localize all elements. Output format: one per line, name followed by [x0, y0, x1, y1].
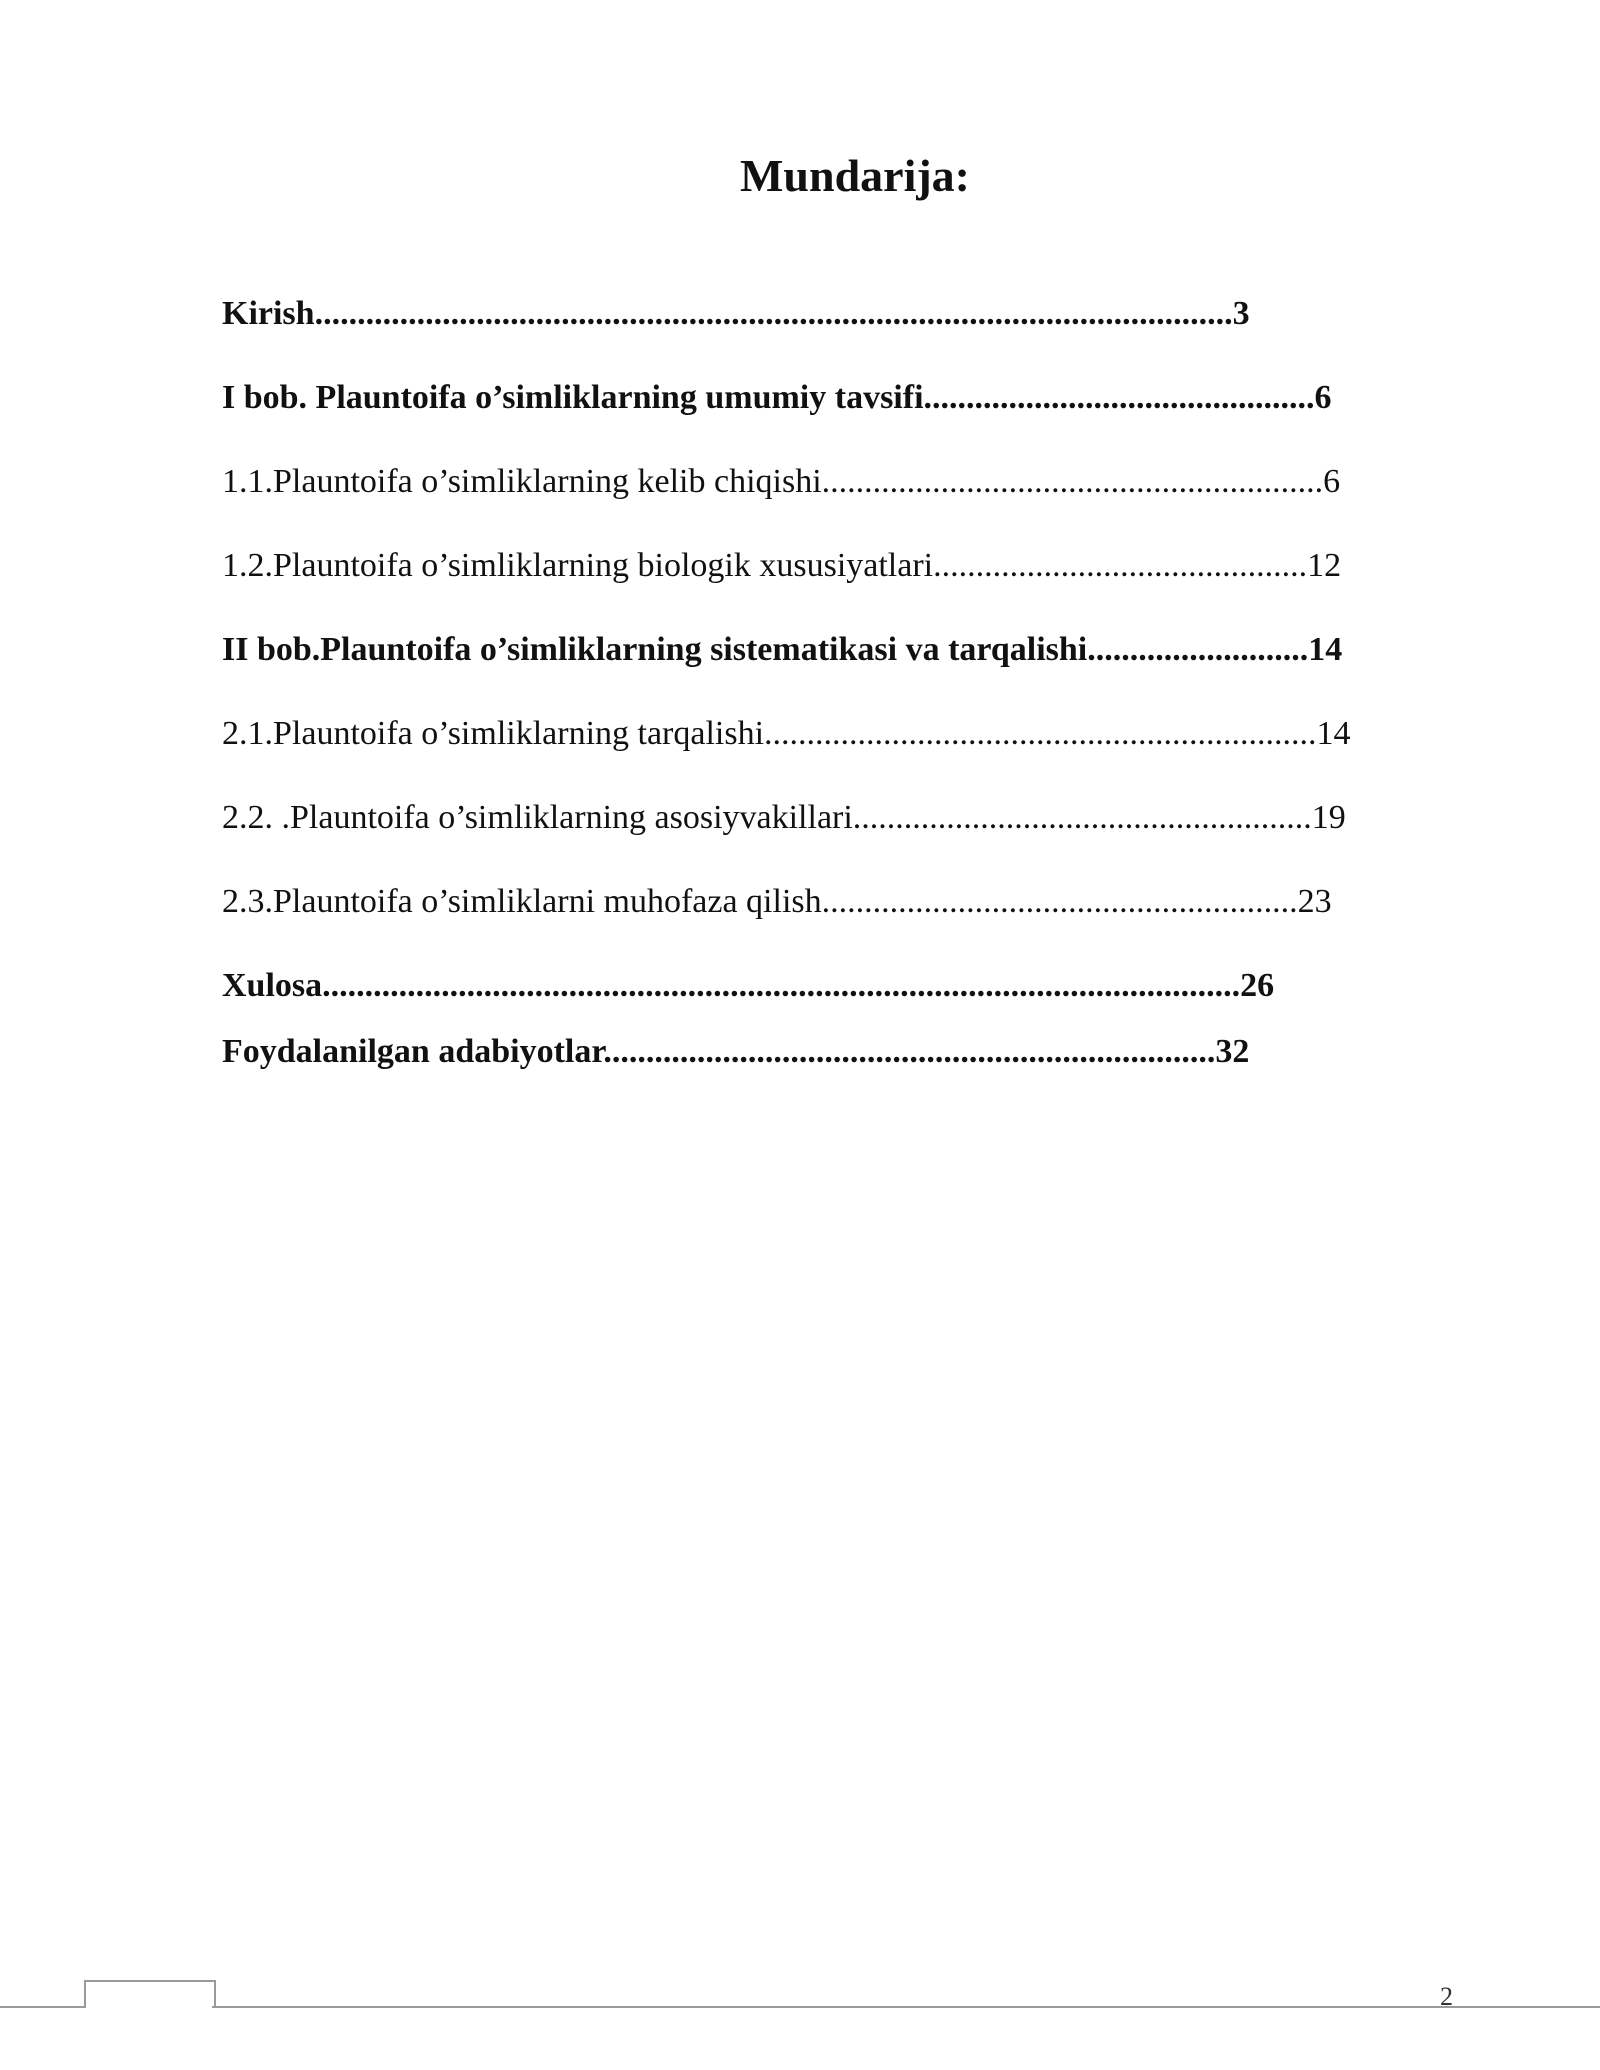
toc-entry-section-2-1: 2.1.Plauntoifa o’simliklarning tarqalishi.................................................................14: [222, 715, 1351, 752]
page-number: 2: [1440, 1982, 1453, 2011]
footer-rule-right: [212, 2006, 1600, 2008]
toc-entry-xulosa: Xulosa............................................................................................................26: [222, 967, 1275, 1004]
toc-entry-chapter-1: I bob. Plauntoifa o’simliklarning umumiy tavsifi..............................................6: [222, 379, 1332, 416]
toc-entry-chapter-2: II bob.Plauntoifa o’simliklarning sistematikasi va tarqalishi..........................14: [222, 631, 1343, 668]
toc-entry-section-1-1: 1.1.Plauntoifa o’simliklarning kelib chiqishi...........................................................6: [222, 463, 1341, 500]
toc-entry-bibliography: Foydalanilgan adabiyotlar........................................................................32: [222, 1033, 1250, 1070]
toc-entry-section-1-2: 1.2.Plauntoifa o’simliklarning biologik xususiyatlari............................................12: [222, 547, 1342, 584]
toc-entry-section-2-3: 2.3.Plauntoifa o’simliklarni muhofaza qilish........................................................23: [222, 883, 1332, 920]
footer-tab-shape: [84, 1980, 216, 2008]
toc-entry-section-2-2: 2.2. .Plauntoifa o’simliklarning asosiyvakillari......................................................19: [222, 799, 1346, 836]
footer-rule-left: [0, 2006, 86, 2008]
toc-entry-kirish: Kirish............................................................................................................3: [222, 295, 1250, 332]
page-title: Mundarija:: [740, 150, 970, 201]
